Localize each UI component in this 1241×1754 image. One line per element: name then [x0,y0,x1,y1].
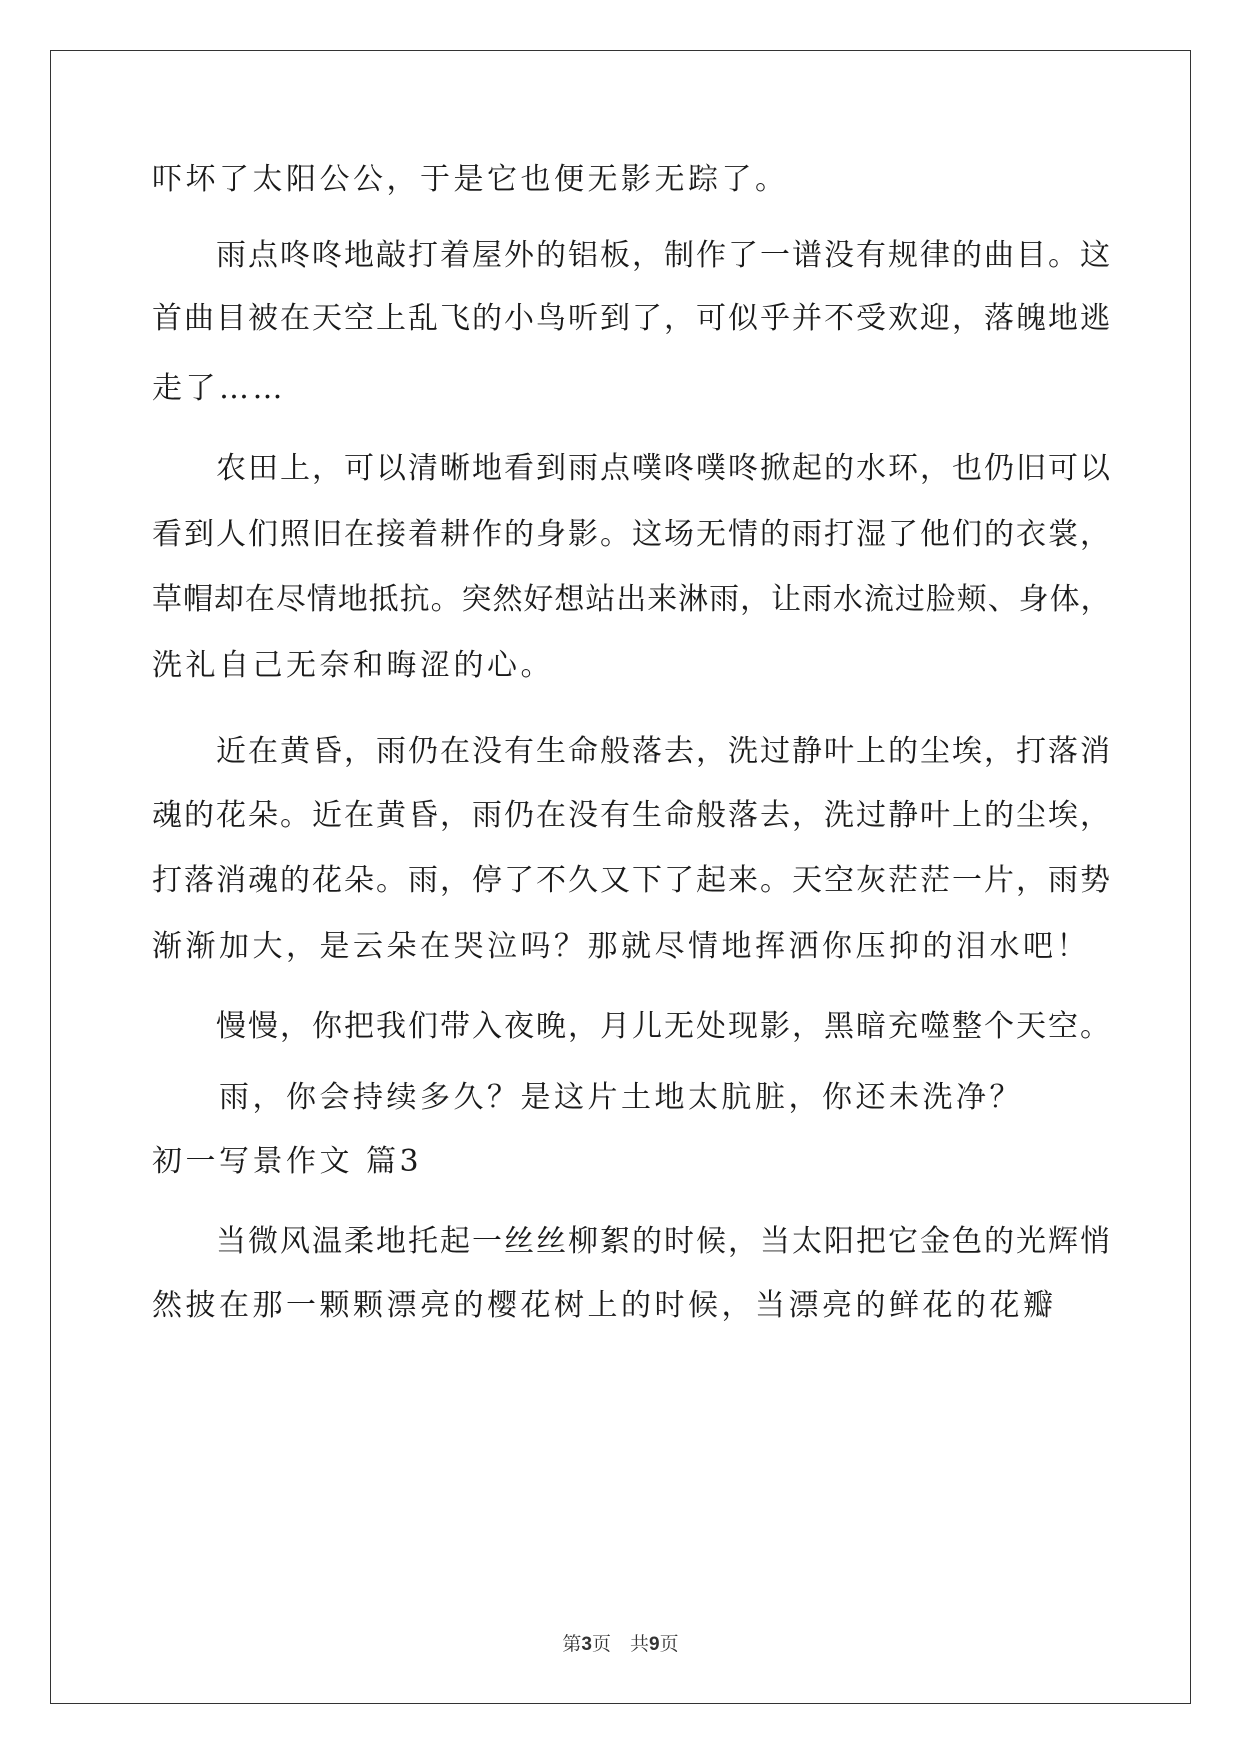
text-line: 近在黄昏，雨仍在没有生命般落去，洗过静叶上的尘埃，打落消 [152,734,1112,769]
text-line: 农田上，可以清晰地看到雨点噗咚噗咚掀起的水环，也仍旧可以 [152,451,1112,486]
text-line: 走了…… [152,371,286,406]
total-page-number: 9 [649,1634,660,1655]
text-line: 吓坏了太阳公公，于是它也便无影无踪了。 [152,162,789,197]
section-heading: 初一写景作文 篇3 [152,1144,423,1179]
text-line: 慢慢，你把我们带入夜晚，月儿无处现影，黑暗充噬整个天空。 [152,1009,1112,1044]
text-line: 洗礼自己无奈和晦涩的心。 [152,648,554,683]
text-line: 雨点咚咚地敲打着屋外的铝板，制作了一谱没有规律的曲目。这 [152,238,1112,273]
text-line: 魂的花朵。近在黄昏，雨仍在没有生命般落去，洗过静叶上的尘埃， [152,798,1112,833]
text-line: 渐渐加大，是云朵在哭泣吗？那就尽情地挥洒你压抑的泪水吧！ [152,929,1090,964]
footer-suffix: 页 [659,1633,679,1655]
text-line: 草帽却在尽情地抵抗。突然好想站出来淋雨，让雨水流过脸颊、身体， [152,582,1112,617]
text-line: 雨，你会持续多久？是这片土地太肮脏，你还未洗净？ [152,1080,1023,1115]
text-line: 首曲目被在天空上乱飞的小鸟听到了，可似乎并不受欢迎，落魄地逃 [152,301,1112,336]
text-line: 当微风温柔地托起一丝丝柳絮的时候，当太阳把它金色的光辉悄 [152,1224,1112,1259]
text-line: 打落消魂的花朵。雨，停了不久又下了起来。天空灰茫茫一片，雨势 [152,863,1112,898]
text-line: 看到人们照旧在接着耕作的身影。这场无情的雨打湿了他们的衣裳， [152,517,1112,552]
footer-prefix: 第 [562,1633,582,1655]
page-footer [0,1632,1241,1657]
current-page-number: 3 [581,1634,592,1655]
text-line: 然披在那一颗颗漂亮的樱花树上的时候，当漂亮的鲜花的花瓣 [152,1288,1057,1323]
footer-middle: 页 共 [591,1633,649,1655]
